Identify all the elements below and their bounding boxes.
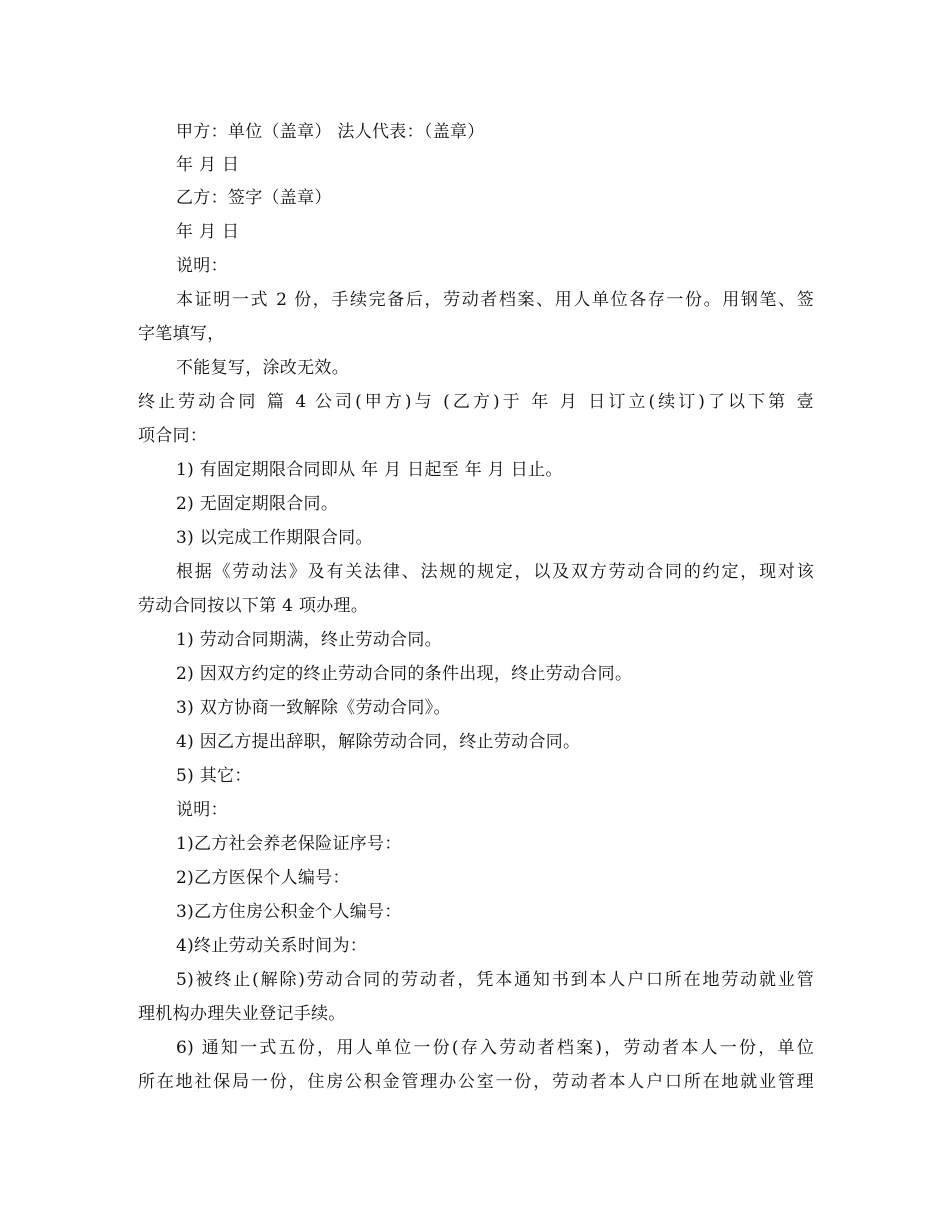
section-heading-line: 终止劳动合同 篇 4 公司(甲方)与 (乙方)于 年 月 日订立(续订)了以下第 壹	[138, 392, 814, 412]
list-item: 3) 双方协商一致解除《劳动合同》。	[176, 698, 451, 718]
paragraph-line: 理机构办理失业登记手续。	[138, 1004, 346, 1024]
list-item: 5) 其它：	[176, 766, 252, 786]
paragraph-line: 根据《劳动法》及有关法律、法规的规定，以及双方劳动合同的约定，现对该	[176, 562, 814, 582]
note-heading: 说明：	[176, 256, 228, 276]
paragraph-line: 本证明一式 2 份，手续完备后，劳动者档案、用人单位各存一份。用钢笔、签	[176, 290, 814, 310]
note-item: 4)终止劳动关系时间为：	[176, 936, 368, 956]
paragraph-line: 劳动合同按以下第 4 项办理。	[138, 596, 369, 616]
date-line: 年 月 日	[176, 155, 240, 175]
note-item: 6) 通知一式五份，用人单位一份(存入劳动者档案)，劳动者本人一份，单位	[176, 1038, 814, 1058]
list-item: 4) 因乙方提出辞职，解除劳动合同，终止劳动合同。	[176, 732, 581, 752]
date-line: 年 月 日	[176, 222, 240, 242]
note-heading: 说明：	[176, 800, 228, 820]
note-item: 1)乙方社会养老保险证序号：	[176, 834, 402, 854]
party-a-signature-line: 甲方：单位（盖章） 法人代表：（盖章）	[176, 122, 485, 142]
party-b-signature-line: 乙方：签字（盖章）	[176, 188, 332, 208]
paragraph-line: 项合同：	[138, 426, 208, 446]
paragraph-line: 不能复写，涂改无效。	[176, 358, 349, 378]
list-item: 2) 无固定期限合同。	[176, 494, 339, 514]
list-item: 2) 因双方约定的终止劳动合同的条件出现，终止劳动合同。	[176, 664, 633, 684]
list-item: 1) 有固定期限合同即从 年 月 日起至 年 月 日止。	[176, 460, 563, 480]
paragraph-line: 所在地社保局一份，住房公积金管理办公室一份，劳动者本人户口所在地就业管理	[138, 1072, 814, 1092]
list-item: 1) 劳动合同期满，终止劳动合同。	[176, 630, 442, 650]
note-item: 5)被终止(解除)劳动合同的劳动者，凭本通知书到本人户口所在地劳动就业管	[176, 970, 814, 990]
list-item: 3) 以完成工作期限合同。	[176, 528, 373, 548]
note-item: 2)乙方医保个人编号：	[176, 868, 350, 888]
paragraph-line: 字笔填写，	[138, 324, 225, 344]
note-item: 3)乙方住房公积金个人编号：	[176, 902, 402, 922]
